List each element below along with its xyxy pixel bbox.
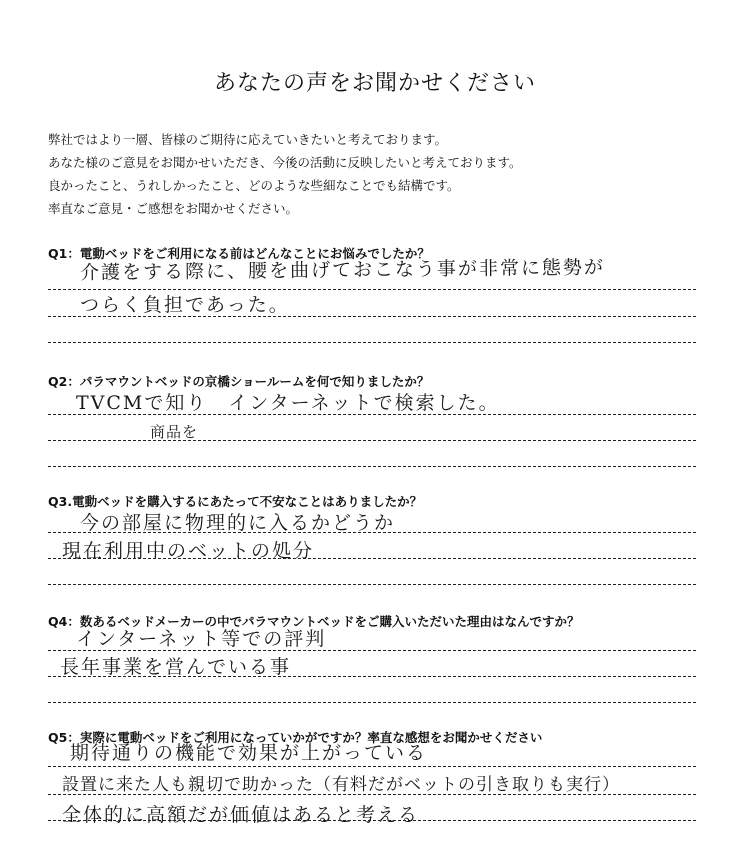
answer-rule <box>48 289 696 290</box>
question-5-label: Q5：実際に電動ベッドをご利用になっていかがですか？率直な感想をお聞かせください <box>48 730 543 745</box>
answer-rule <box>48 440 696 441</box>
question-4-label: Q4：数あるベッドメーカーの中でパラマウントベッドをご購入いただいた理由はなんですか？ <box>48 614 580 629</box>
intro-text <box>48 128 522 220</box>
answer-rule <box>48 466 696 467</box>
q2-answer-inserted: 商品を <box>150 423 199 441</box>
answer-rule <box>48 414 696 415</box>
question-1-label: Q1：電動ベッドをご利用になる前はどんなことにお悩みでしたか？ <box>48 246 430 261</box>
q1-answer-line-2: つらく負担であった。 <box>80 294 290 316</box>
intro-line: 率直なご意見・ご感想をお聞かせください。 <box>48 201 299 216</box>
answer-rule <box>48 676 696 677</box>
question-2-label: Q2：パラマウントベッドの京橋ショールームを何で知りましたか？ <box>48 374 430 389</box>
answer-rule <box>48 794 696 795</box>
answer-rule <box>48 342 696 343</box>
q1-answer-line-1: 介護をする際に、腰を曲げておこなう事が非常に態勢が <box>79 256 606 284</box>
q3-answer-line-1: 今の部屋に物理的に入るかどうか <box>80 512 396 534</box>
answer-rule <box>48 650 696 651</box>
intro-line: 弊社ではより一層、皆様のご期待に応えていきたいと考えております。 <box>48 132 448 147</box>
answer-rule <box>48 584 696 585</box>
answer-rule <box>48 702 696 703</box>
answer-rule <box>48 316 696 317</box>
q5-answer-line-3: 全体的に高額だが価値はあると考える <box>62 804 420 826</box>
page-title: あなたの声をお聞かせください <box>213 71 536 96</box>
answer-rule <box>48 766 696 767</box>
answer-rule <box>48 820 696 821</box>
q4-answer-line-1: インターネット等での評判 <box>76 628 327 650</box>
answer-rule <box>48 558 696 559</box>
intro-line: あなた様のご意見をお聞かせいただき、今後の活動に反映したいと考えております。 <box>48 155 522 170</box>
q3-answer-line-2: 現在利用中のベットの処分 <box>62 540 315 562</box>
q5-answer-line-1: 期待通りの機能で効果が上がっている <box>70 742 428 764</box>
q2-answer-line-1: TVCMで知り インターネットで検索した。 <box>76 392 500 414</box>
answer-rule <box>48 532 696 533</box>
intro-line: 良かったこと、うれしかったこと、どのような些細なことでも結構です。 <box>48 178 460 193</box>
question-3-label: Q3.電動ベッドを購入するにあたって不安なことはありましたか？ <box>48 494 423 509</box>
q4-answer-line-2: 長年事業を営んでいる事 <box>60 656 292 678</box>
q5-answer-line-2: 設置に来た人も親切で助かった（有料だがベットの引き取りも実行） <box>62 775 620 795</box>
